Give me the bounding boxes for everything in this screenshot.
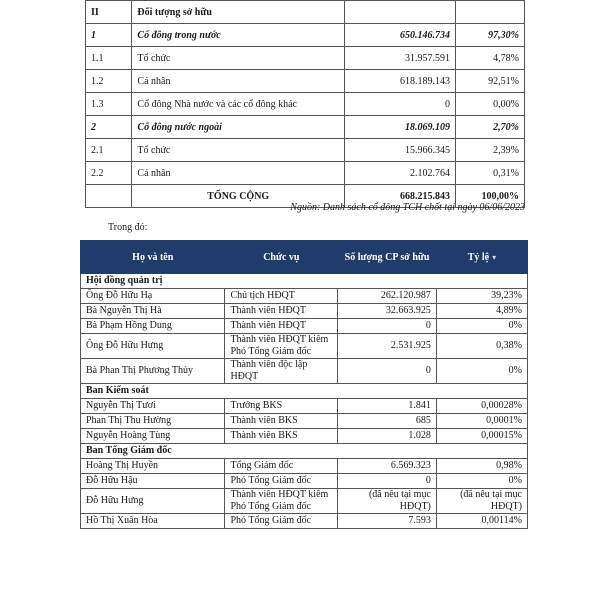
holder-shares: 0 [338,474,437,489]
holder-name: Ông Đỗ Hữu Hạ [81,289,225,304]
ownership-label: Cổ đông Nhà nước và các cổ đông khác [132,93,345,116]
shareholder-row [81,489,528,514]
holder-shares: 2.531.925 [338,334,437,359]
holder-name: Hoàng Thị Huyền [81,459,225,474]
ownership-header-row [86,1,525,24]
ownership-row [86,47,525,70]
holder-name: Nguyễn Hoàng Tùng [81,429,225,444]
ownership-no: 1.2 [86,70,132,93]
shareholder-row [81,459,528,474]
ownership-no: 2.1 [86,139,132,162]
holder-shares: (đã nêu tại mục HĐQT) [338,489,437,514]
group-row [81,444,528,459]
holder-pct: 0,38% [436,334,527,359]
header-no: II [86,1,132,24]
ownership-label: Cổ đông nước ngoài [132,116,345,139]
holder-position: Thành viên HĐQT kiêm Phó Tổng Giám đốc [225,334,338,359]
ownership-pct: 2,39% [456,139,525,162]
shareholder-row [81,289,528,304]
holder-shares: 262.120.987 [338,289,437,304]
ownership-shares: 618.189.143 [345,70,456,93]
shareholder-row [81,334,528,359]
total-shares: 668.215.843 [345,185,456,208]
ownership-label: Cá nhân [132,162,345,185]
ownership-no: 2 [86,116,132,139]
holder-shares: 685 [338,414,437,429]
ownership-table [85,0,525,208]
holder-position: Thành viên HĐQT [225,319,338,334]
shareholder-header-row [81,241,528,274]
ownership-row [86,70,525,93]
holder-position: Trưởng BKS [225,399,338,414]
holder-position: Thành viên HĐQT kiêm Phó Tổng Giám đốc [225,489,338,514]
holder-pct: 0,98% [436,459,527,474]
holder-name: Bà Phạm Hồng Dung [81,319,225,334]
col-position-header: Chức vụ [225,241,338,274]
group-title: Ban Kiểm soát [81,384,528,399]
source-note: Nguồn: Danh sách cổ đông TCH chốt tại ngày 06/06/2023 [290,202,525,213]
holder-position: Thành viên BKS [225,429,338,444]
col-pct-header: Tỷ lệ ▾ [436,241,527,274]
group-title: Hội đồng quản trị [81,274,528,289]
holder-position: Thành viên HĐQT [225,304,338,319]
holder-pct: 39,23% [436,289,527,304]
group-row [81,274,528,289]
holder-shares: 1.028 [338,429,437,444]
ownership-shares: 18.069.109 [345,116,456,139]
group-title: Ban Tổng Giám đốc [81,444,528,459]
holder-shares: 6.569.323 [338,459,437,474]
holder-position: Thành viên BKS [225,414,338,429]
ownership-label: Tổ chức [132,47,345,70]
shareholder-row [81,429,528,444]
shareholder-row [81,319,528,334]
shareholder-row [81,474,528,489]
ownership-pct: 0,31% [456,162,525,185]
total-pct: 100,00% [456,185,525,208]
ownership-shares: 2.102.764 [345,162,456,185]
holder-name: Phan Thị Thu Hường [81,414,225,429]
shareholder-row [81,399,528,414]
shareholder-row [81,304,528,319]
ownership-shares: 650.146.734 [345,24,456,47]
holder-shares: 1.841 [338,399,437,414]
holder-pct: (đã nêu tại mục HĐQT) [436,489,527,514]
holder-shares: 0 [338,359,437,384]
ownership-shares: 0 [345,93,456,116]
holder-name: Bà Phan Thị Phương Thủy [81,359,225,384]
holder-name: Nguyễn Thị Tươi [81,399,225,414]
ownership-no: 1 [86,24,132,47]
holder-position: Tổng Giám đốc [225,459,338,474]
shareholder-row [81,514,528,529]
holder-position: Phó Tổng Giám đốc [225,514,338,529]
shareholder-row [81,414,528,429]
ownership-pct: 2,70% [456,116,525,139]
shareholder-row [81,359,528,384]
ownership-label: Cá nhân [132,70,345,93]
holder-pct: 0,00015% [436,429,527,444]
holder-pct: 0,00114% [436,514,527,529]
holder-pct: 0% [436,319,527,334]
holder-pct: 0,0001% [436,414,527,429]
holder-pct: 0% [436,359,527,384]
col-shares-header: Số lượng CP sở hữu [338,241,437,274]
ownership-label: Tổ chức [132,139,345,162]
ownership-no: 1.3 [86,93,132,116]
ownership-no: 2.2 [86,162,132,185]
ownership-row [86,139,525,162]
holder-position: Phó Tổng Giám đốc [225,474,338,489]
holder-name: Đỗ Hữu Hậu [81,474,225,489]
ownership-row [86,93,525,116]
ownership-pct: 92,51% [456,70,525,93]
holder-position: Chủ tịch HĐQT [225,289,338,304]
group-row [81,384,528,399]
shareholder-table [80,240,528,529]
ownership-row [86,116,525,139]
total-label: TỔNG CỘNG [132,185,345,208]
holder-position: Thành viên độc lập HĐQT [225,359,338,384]
holder-shares: 7.593 [338,514,437,529]
trong-do-label: Trong đó: [108,222,148,233]
holder-name: Hồ Thị Xuân Hòa [81,514,225,529]
ownership-shares: 31.957.591 [345,47,456,70]
ownership-row [86,162,525,185]
holder-pct: 0,00028% [436,399,527,414]
ownership-no: 1.1 [86,47,132,70]
holder-pct: 4,89% [436,304,527,319]
ownership-row [86,24,525,47]
holder-shares: 0 [338,319,437,334]
holder-pct: 0% [436,474,527,489]
ownership-label: Cổ đông trong nước [132,24,345,47]
ownership-pct: 97,30% [456,24,525,47]
sort-icon: ▾ [492,252,497,262]
holder-name: Ông Đỗ Hữu Hưng [81,334,225,359]
holder-name: Bà Nguyễn Thị Hà [81,304,225,319]
holder-name: Đỗ Hữu Hưng [81,489,225,514]
col-name-header: Họ và tên [81,241,225,274]
holder-shares: 32.663.925 [338,304,437,319]
header-label: Đối tượng sở hữu [132,1,345,24]
ownership-shares: 15.966.345 [345,139,456,162]
ownership-pct: 0,00% [456,93,525,116]
ownership-pct: 4,78% [456,47,525,70]
